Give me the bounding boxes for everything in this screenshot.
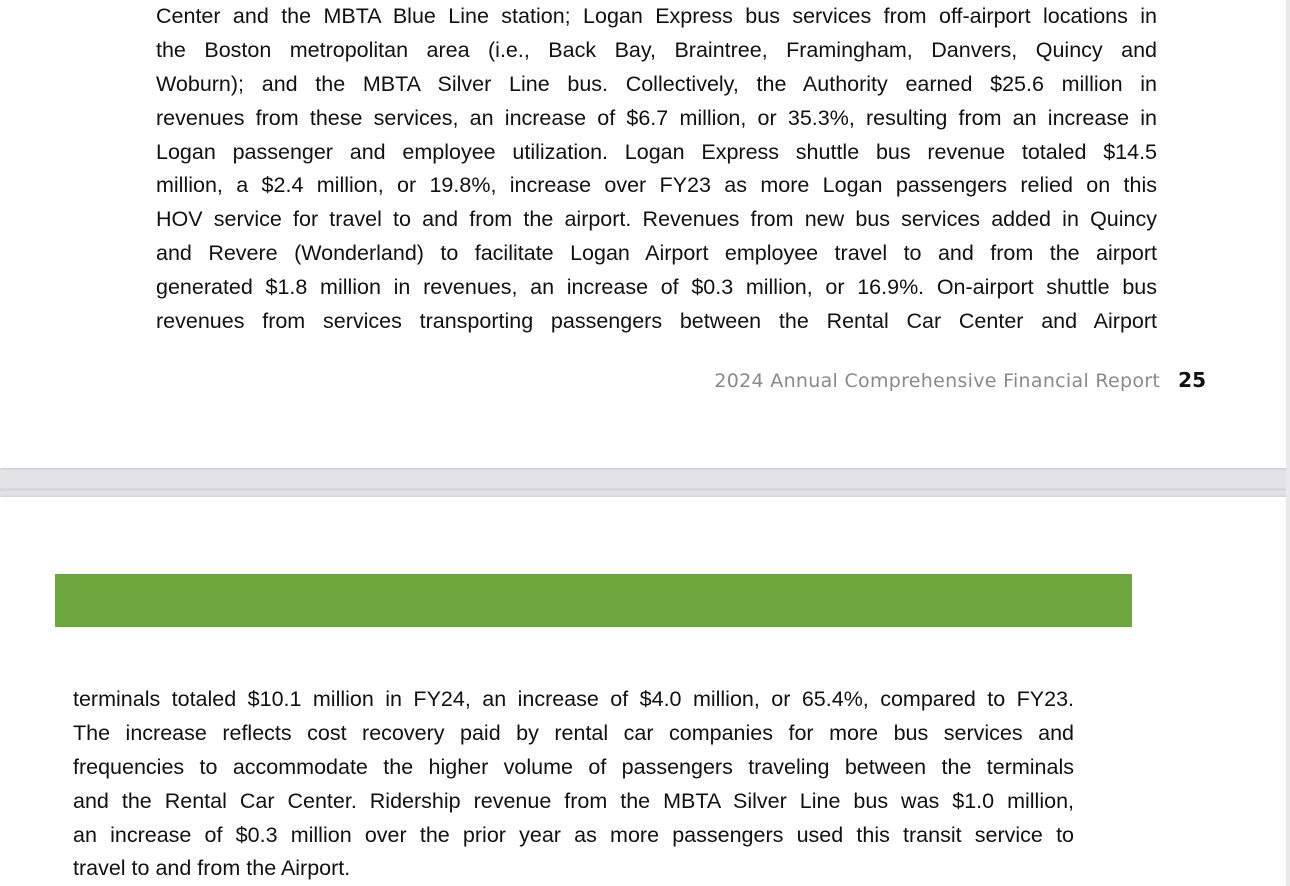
paragraph-line: The increase reflects cost recovery paid by rental car companies for more bus services and — [73, 720, 1074, 745]
body-paragraph-bottom — [73, 683, 1074, 886]
body-paragraph-top — [156, 0, 1157, 339]
paragraph-line: revenues from these services, an increase of $6.7 million, or 35.3%, resulting from an increase in — [156, 105, 1157, 130]
paragraph-line: Woburn); and the MBTA Silver Line bus. Collectively, the Authority earned $25.6 million in — [156, 71, 1157, 96]
paragraph-line: revenues from services transporting passengers between the Rental Car Center and Airport — [156, 309, 1157, 334]
page-separator — [0, 488, 1290, 491]
paragraph-line: Logan passenger and employee utilization. Logan Express shuttle bus revenue totaled $14.5 — [156, 139, 1157, 164]
window-right-edge — [1286, 0, 1290, 886]
paragraph-line: and Revere (Wonderland) to facilitate Logan Airport employee travel to and from the airport — [156, 241, 1157, 266]
report-title: 2024 Annual Comprehensive Financial Report — [714, 370, 1161, 392]
page-number: 25 — [1178, 368, 1206, 392]
paragraph-line: Center and the MBTA Blue Line station; Logan Express bus services from off-airport locations in — [156, 4, 1157, 28]
paragraph-line: the Boston metropolitan area (i.e., Back Bay, Braintree, Framingham, Danvers, Quincy and — [156, 37, 1157, 62]
paragraph-line: travel to and from the Airport. — [73, 856, 351, 881]
page-footer — [714, 368, 1206, 392]
section-header-bar — [55, 574, 1132, 627]
paragraph-line: HOV service for travel to and from the airport. Revenues from new bus services added in Quincy — [156, 207, 1157, 232]
paragraph-line: frequencies to accommodate the higher volume of passengers traveling between the terminals — [73, 754, 1074, 779]
paragraph-line: an increase of $0.3 million over the prior year as more passengers used this transit service to — [73, 822, 1074, 847]
paragraph-line: million, a $2.4 million, or 19.8%, increase over FY23 as more Logan passengers relied on this — [156, 173, 1157, 198]
paragraph-line: terminals totaled $10.1 million in FY24, an increase of $4.0 million, or 65.4%, compared to FY23. — [73, 687, 1074, 711]
page-bottom — [0, 497, 1286, 886]
paragraph-line: generated $1.8 million in revenues, an increase of $0.3 million, or 16.9%. On-airport shuttle bus — [156, 275, 1157, 300]
paragraph-line: and the Rental Car Center. Ridership revenue from the MBTA Silver Line bus was $1.0 million, — [73, 788, 1074, 813]
